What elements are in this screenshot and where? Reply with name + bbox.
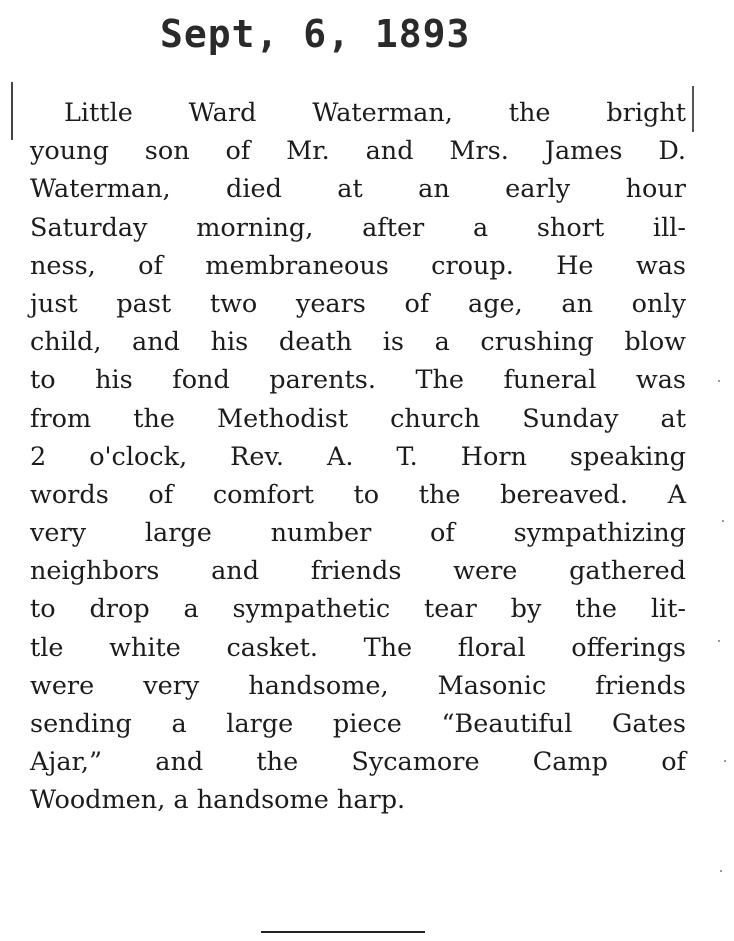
article-line: from the Methodist church Sunday at <box>30 403 686 434</box>
article-line: to drop a sympathetic tear by the lit- <box>30 594 686 625</box>
article-line: sending a large piece “Beautiful Gates <box>30 709 686 739</box>
speckle <box>718 380 720 382</box>
speckle <box>724 760 726 762</box>
left-column-rule <box>11 82 13 140</box>
speckle <box>722 520 724 522</box>
article-line: Ajar,” and the Sycamore Camp of <box>30 747 686 778</box>
speckle <box>718 640 720 642</box>
article-line: to his fond parents. The funeral was <box>30 365 686 396</box>
right-column-rule <box>692 86 694 132</box>
article-line: ness, of membraneous croup. He was <box>30 250 686 281</box>
closing-rule <box>261 931 425 933</box>
article-line: young son of Mr. and Mrs. James D. <box>30 136 686 167</box>
article-date-heading: Sept, 6, 1893 <box>160 12 471 56</box>
article-line: Saturday morning, after a short ill- <box>30 212 686 243</box>
article-line: Waterman, died at an early hour <box>30 174 686 205</box>
obituary-article <box>30 94 686 820</box>
article-line: just past two years of age, an only <box>30 288 686 319</box>
article-line: child, and his death is a crushing blow <box>30 327 686 358</box>
article-line: were very handsome, Masonic friends <box>30 670 686 701</box>
article-line: very large number of sympathizing <box>30 518 686 549</box>
article-line: words of comfort to the bereaved. A <box>30 479 686 510</box>
article-line: 2 o'clock, Rev. A. T. Horn speaking <box>30 441 686 472</box>
article-line: Woodmen, a handsome harp. <box>30 785 406 816</box>
article-line: tle white casket. The floral offerings <box>30 632 686 663</box>
speckle <box>720 870 722 872</box>
article-line: neighbors and friends were gathered <box>30 556 686 587</box>
article-line: Little Ward Waterman, the bright <box>64 98 686 128</box>
